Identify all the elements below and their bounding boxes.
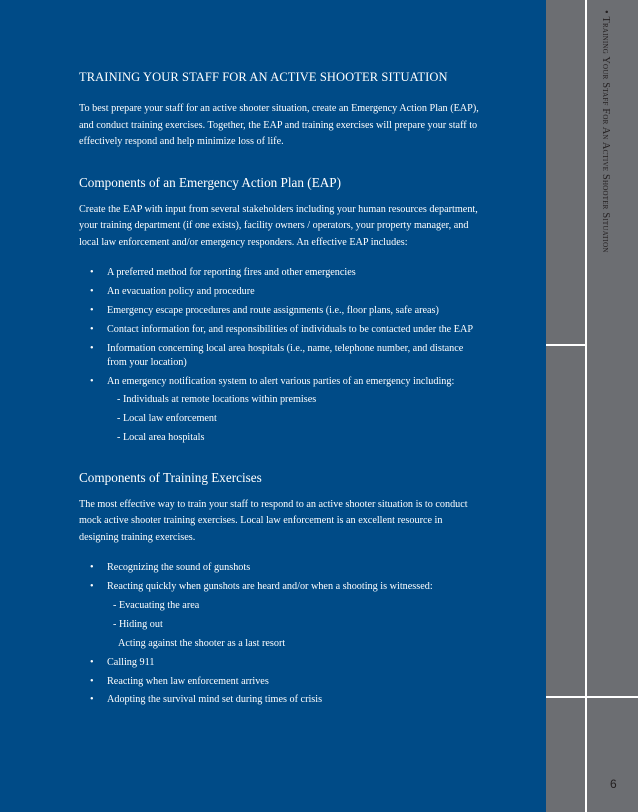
- vertical-section-title: • Training Your Staff For An Active Shooter Situation: [600, 10, 611, 253]
- list-item: • Recognizing the sound of gunshots: [79, 561, 484, 576]
- training-list: [79, 561, 484, 594]
- sidebar-divider-vertical: [585, 0, 587, 812]
- list-item: • An evacuation policy and procedure: [79, 285, 484, 300]
- eap-paragraph: Create the EAP with input from several stakeholders including your human resources department, your training department (if one exists), facility owners / operators, your property manager, and local law enforcement and/or emergency responders. An effective EAP includes:: [79, 203, 478, 248]
- page-number: 6: [610, 777, 617, 791]
- sublist-item: Acting against the shooter as a last resort: [118, 637, 286, 649]
- sidebar-divider-lower: [546, 696, 638, 698]
- eap-heading: Components of an Emergency Action Plan (EAP): [79, 174, 341, 190]
- list-item: • Calling 911: [79, 656, 484, 671]
- list-item: • Adopting the survival mind set during times of crisis: [79, 693, 484, 708]
- list-item: • Information concerning local area hospitals (i.e., name, telephone number, and distance from your location): [79, 342, 484, 371]
- training-list-continued: [79, 656, 484, 708]
- list-item: • A preferred method for reporting fires and other emergencies: [79, 266, 484, 281]
- eap-list: [79, 266, 484, 446]
- sublist-item: - Local law enforcement: [117, 413, 217, 425]
- list-item: • Reacting when law enforcement arrives: [79, 675, 484, 690]
- list-item: • Emergency escape procedures and route assignments (i.e., floor plans, safe areas): [79, 304, 484, 319]
- intro-paragraph: To best prepare your staff for an active shooter situation, create an Emergency Action Plan (EAP), and conduct training exercises. Together, the EAP and training exercises will prepare your staff to effectively respond and help minimize loss of life.: [79, 103, 479, 147]
- sublist-item: - Evacuating the area: [113, 600, 200, 612]
- sidebar-divider-upper: [546, 344, 586, 346]
- sublist-item: - Local area hospitals: [117, 432, 205, 444]
- list-item: • Reacting quickly when gunshots are heard and/or when a shooting is witnessed:: [79, 580, 484, 595]
- list-item: [79, 375, 484, 446]
- training-sublist: [79, 599, 484, 651]
- list-item-text: An emergency notification system to alert various parties of an emergency including:: [107, 375, 455, 387]
- sublist-item: - Individuals at remote locations within premises: [117, 394, 317, 406]
- list-item: • Contact information for, and responsibilities of individuals to be contacted under the EAP: [79, 323, 484, 338]
- training-heading: Components of Training Exercises: [79, 469, 262, 485]
- training-paragraph: The most effective way to train your staff to respond to an active shooter situation is to conduct mock active shooter training exercises. Local law enforcement is an excellent resource in designing training exercises.: [79, 498, 468, 543]
- page-title: TRAINING YOUR STAFF FOR AN ACTIVE SHOOTER SITUATION: [79, 70, 448, 84]
- page-content: [79, 70, 484, 712]
- sublist-item: - Hiding out: [113, 618, 163, 630]
- eap-sublist: [107, 393, 484, 445]
